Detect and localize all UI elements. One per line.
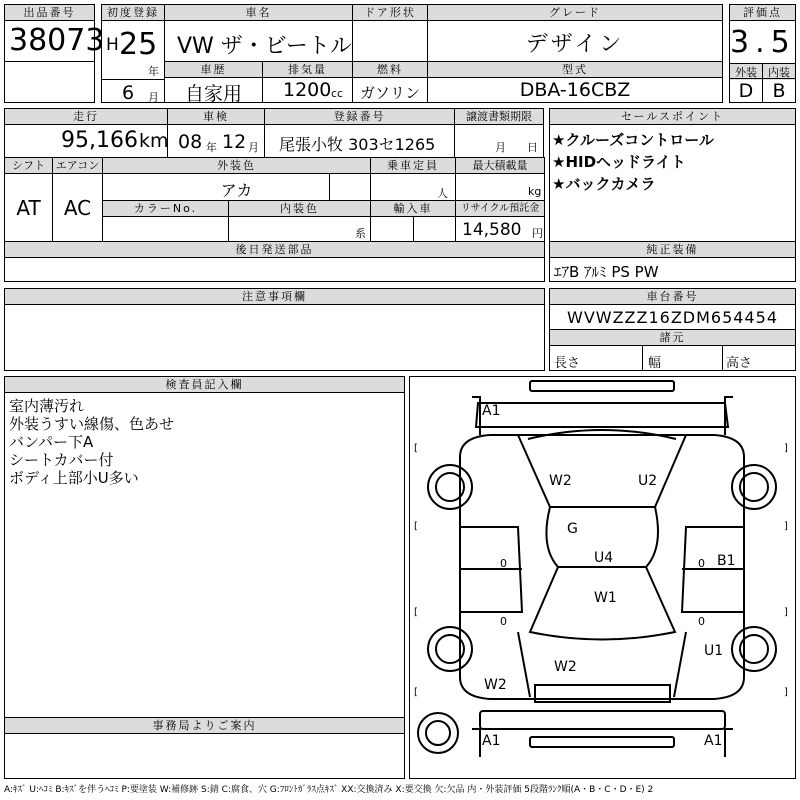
inspector-note: ボディ上部小U多い <box>9 469 139 487</box>
mark-u4: U4 <box>594 550 614 566</box>
length-label: 長さ <box>554 356 581 371</box>
shift-label: シフト <box>5 158 52 174</box>
chassis-label: 車台番号 <box>550 289 795 305</box>
svg-text:[: [ <box>414 443 418 454</box>
capacity-label: 乗車定員 <box>371 158 455 174</box>
model-value: DBA-16CBZ <box>519 79 631 101</box>
mileage-unit: km <box>139 130 169 152</box>
mileage-label: 走行 <box>5 109 167 125</box>
transfer-deadline-box <box>454 108 544 158</box>
first-registration-month: 6 <box>122 82 135 104</box>
exterior-color-value: アカ <box>220 181 253 200</box>
color-number-label: カラーNo. <box>103 201 228 217</box>
svg-text:[: [ <box>414 687 418 698</box>
recycle-unit: 円 <box>532 227 543 240</box>
recycle-value: 14,580 <box>462 220 522 240</box>
history-box <box>164 61 263 103</box>
car-name-box <box>164 4 353 62</box>
lot-number-label: 出品番号 <box>5 5 94 21</box>
later-parts-label: 後日発送部品 <box>5 242 544 258</box>
aircon-label: エアコン <box>53 158 102 174</box>
rear-bumper <box>480 711 725 729</box>
interior-score-value: B <box>772 80 786 102</box>
inspection-month-unit: 月 <box>248 141 259 154</box>
shift-box <box>4 157 53 242</box>
notes-box <box>4 288 545 371</box>
legend-text: A:ｷｽﾞ U:ﾍｺﾐ B:ｷｽﾞを伴うﾍｺﾐ P:要塗装 W:補修跡 S:錆 C:腐食、穴 G:ﾌﾛﾝﾄｶﾞﾗｽ点ｷｽﾞ XX:交換済み X:要交換 欠:欠品 内・外装評価 5段階ﾗﾝｸ順(A・B・C・D・E) 2 <box>4 785 654 795</box>
mark-w2-roof: W2 <box>549 473 572 489</box>
exterior-color-label: 外装色 <box>103 158 370 174</box>
mark-b1: B1 <box>717 553 736 569</box>
import-box <box>370 200 456 242</box>
car-diagram <box>410 377 795 778</box>
dimensions-box <box>549 329 796 371</box>
first-registration-era: H <box>106 35 119 55</box>
sales-point-item: ★クルーズコントロール <box>552 131 714 149</box>
equipment-box <box>549 241 796 282</box>
exterior-color-box <box>102 157 371 201</box>
shift-value: AT <box>16 196 41 220</box>
door-label: ドア形状 <box>353 5 427 21</box>
front-bumper-top <box>530 381 674 391</box>
lot-number-box <box>4 4 105 62</box>
office-label: 事務局よりご案内 <box>5 718 404 734</box>
capacity-box <box>370 157 456 201</box>
model-box <box>427 61 723 103</box>
mark-w2-rear: W2 <box>554 659 577 675</box>
displacement-box <box>262 61 353 103</box>
transfer-deadline-label: 譲渡書類期限 <box>455 109 543 125</box>
sales-point-item: ★HIDヘッドライト <box>552 153 686 171</box>
interior-color-unit: 系 <box>355 227 366 240</box>
inspector-note: 室内薄汚れ <box>9 397 85 415</box>
sales-points-label: セールスポイント <box>550 109 795 125</box>
height-label: 高さ <box>726 356 753 371</box>
inspector-notes-lines <box>9 397 174 487</box>
mark-w1: W1 <box>594 590 617 606</box>
chassis-box <box>549 288 796 330</box>
windshield <box>518 435 686 507</box>
notes-label: 注意事項欄 <box>5 289 544 305</box>
exterior-score-label: 外装 <box>730 64 762 80</box>
front-right-wheel <box>732 465 776 509</box>
max-load-label: 最大積載量 <box>456 158 544 174</box>
max-load-unit: kg <box>528 185 542 198</box>
svg-text:]: ] <box>784 443 788 454</box>
rear-right-wheel <box>732 627 776 671</box>
car-name-value: VW ザ・ビートル <box>177 34 352 59</box>
inspector-note: シートカバー付 <box>9 451 114 469</box>
svg-text:[: [ <box>414 521 418 532</box>
equipment-label: 純正装備 <box>550 242 795 258</box>
svg-text:0: 0 <box>698 615 705 628</box>
import-label: 輸入車 <box>371 201 455 217</box>
svg-text:0: 0 <box>698 557 705 570</box>
door-box <box>352 4 428 62</box>
svg-text:]: ] <box>784 607 788 618</box>
interior-color-label: 内装色 <box>229 201 370 217</box>
inspector-note: 外装うすい線傷、色あせ <box>9 415 175 433</box>
aircon-box <box>52 157 103 242</box>
history-value: 自家用 <box>184 83 242 105</box>
width-label: 幅 <box>648 356 662 371</box>
history-label: 車歴 <box>165 62 262 78</box>
mark-a1-bottom-right: A1 <box>704 733 723 749</box>
displacement-value: 1200 <box>283 79 332 101</box>
mileage-box <box>4 108 168 158</box>
rear-left-wheel <box>428 627 472 671</box>
registration-number-box <box>264 108 455 158</box>
lot-number-value: 38073 <box>9 23 105 58</box>
first-registration-year-unit: 年 <box>148 65 159 78</box>
grade-value: デザイン <box>525 32 625 57</box>
svg-text:]: ] <box>784 521 788 532</box>
first-registration-box <box>101 4 165 103</box>
recycle-label: リサイクル預託金 <box>456 201 544 217</box>
aircon-value: AC <box>63 196 92 220</box>
inspection-box <box>167 108 265 158</box>
color-number-box <box>102 200 229 242</box>
registration-number-value: 尾張小牧 303セ1265 <box>279 135 436 154</box>
first-registration-label: 初度登録 <box>102 5 164 21</box>
svg-text:]: ] <box>784 687 788 698</box>
displacement-label: 排気量 <box>263 62 352 78</box>
inspection-label: 車検 <box>168 109 264 125</box>
car-diagram-box <box>409 376 796 779</box>
front-panel <box>476 403 728 427</box>
mark-g: G <box>567 521 578 537</box>
sales-points-box <box>549 108 796 242</box>
fuel-label: 燃料 <box>353 62 427 78</box>
exterior-score-value: D <box>738 80 754 102</box>
chassis-value: WVWZZZ16ZDM654454 <box>567 308 778 327</box>
mark-u2-roof: U2 <box>638 473 658 489</box>
first-registration-month-unit: 月 <box>148 91 159 104</box>
score-label: 評価点 <box>730 5 795 21</box>
mark-u1: U1 <box>704 643 724 659</box>
fuel-value: ガソリン <box>359 84 420 102</box>
grade-label: グレード <box>428 5 722 21</box>
equipment-value: ｴｱB ｱﾙﾐ PS PW <box>554 263 659 281</box>
displacement-unit: cc <box>331 87 344 100</box>
rear-bumper-bottom <box>530 737 674 747</box>
office-box <box>4 717 405 779</box>
inspection-month: 12 <box>222 131 247 153</box>
transfer-month-unit: 月 <box>495 141 506 154</box>
first-registration-year: 25 <box>119 27 158 62</box>
inspector-note: バンパー下A <box>9 433 94 451</box>
registration-number-label: 登録番号 <box>265 109 454 125</box>
mark-a1-bottom-left: A1 <box>482 733 501 749</box>
car-name-label: 車名 <box>165 5 352 21</box>
spare-wheel <box>418 713 458 753</box>
grade-box <box>427 4 723 62</box>
inspector-notes-box <box>4 376 405 718</box>
score-value: 3.5 <box>730 25 796 60</box>
fuel-box <box>352 61 428 103</box>
dimensions-label: 諸元 <box>550 330 795 346</box>
inspector-notes-label: 検査員記入欄 <box>5 377 404 393</box>
sales-point-item: ★バックカメラ <box>552 175 656 193</box>
inspection-year: 08 <box>178 131 203 153</box>
later-parts-box <box>4 241 545 282</box>
inspection-year-unit: 年 <box>206 141 217 154</box>
svg-text:0: 0 <box>500 615 507 628</box>
front-left-wheel <box>428 465 472 509</box>
capacity-unit: 人 <box>437 187 448 200</box>
svg-text:[: [ <box>414 607 418 618</box>
interior-score-label: 内装 <box>763 64 795 80</box>
mark-w2-left: W2 <box>484 677 507 693</box>
interior-color-box <box>228 200 371 242</box>
score-box <box>729 4 796 103</box>
max-load-box <box>455 157 545 201</box>
model-label: 型式 <box>428 62 722 78</box>
transfer-day-unit: 日 <box>527 141 538 154</box>
mileage-value: 95,166 <box>61 128 138 153</box>
lot-number-extra <box>4 61 95 103</box>
svg-text:0: 0 <box>500 557 507 570</box>
rear-quarters <box>518 632 686 697</box>
mark-a1-top: A1 <box>482 403 501 419</box>
recycle-box <box>455 200 545 242</box>
